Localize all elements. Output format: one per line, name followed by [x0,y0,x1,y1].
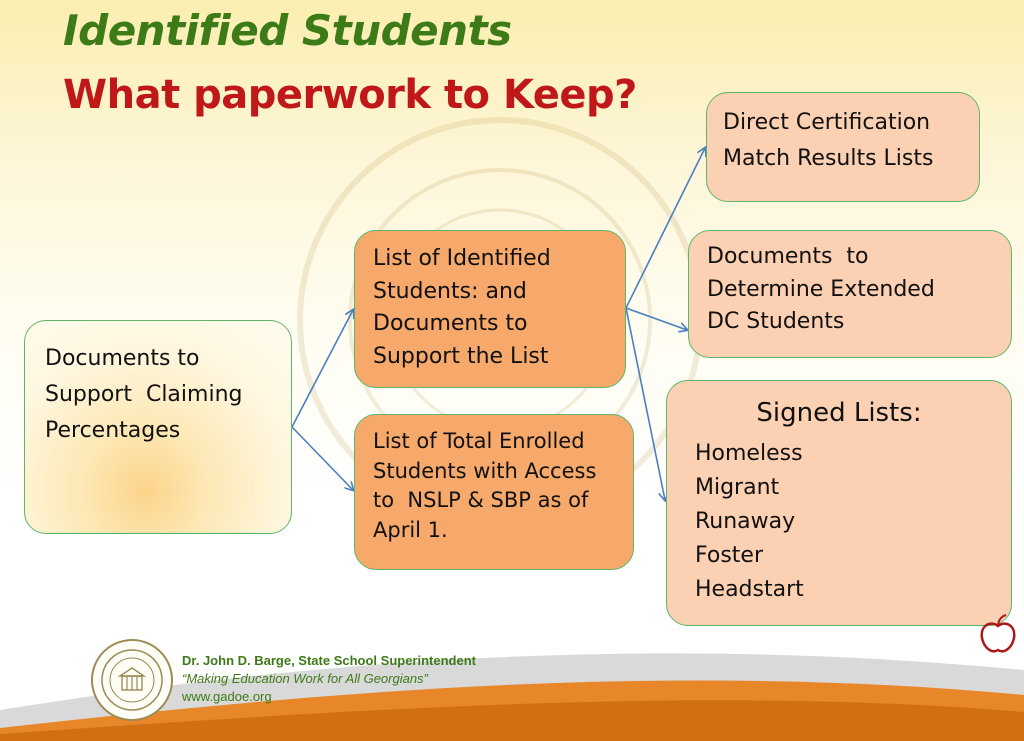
box-text-line: Match Results Lists [723,146,934,171]
box-text-line: Percentages [45,418,181,443]
apple-icon [976,612,1020,656]
box-claiming-percentages [24,320,292,534]
box-text-line: Students with Access [373,458,597,483]
slide-title: Identified Students [63,6,512,55]
footer-motto: “Making Education Work for All Georgians” [182,671,428,686]
footer-text [182,652,476,706]
box-text-line: DC Students [707,309,845,334]
box-text-line: List of Identified [373,246,551,271]
signed-list-item: Foster [695,543,763,568]
box-text-line: Documents to [373,311,528,336]
box-text-line: Documents to [45,346,200,371]
signed-lists-heading: Signed Lists: [756,398,922,428]
box-text-line: Support the List [373,343,549,369]
box-text-line: to NSLP & SBP as of [373,488,589,512]
signed-list-item: Runaway [695,509,796,534]
box-direct-certification [706,92,980,202]
box-signed-lists [666,380,1012,626]
slide-subtitle: What paperwork to Keep? [63,72,637,118]
department-of-education-seal-icon [90,638,174,722]
box-text-line: Students: and [373,278,527,304]
footer-superintendent: Dr. John D. Barge, State School Superintendent [182,653,476,668]
signed-list-item: Homeless [695,441,803,466]
box-text-line: Determine Extended [707,276,935,302]
box-identified-students [354,230,626,388]
box-text-line: Support Claiming [45,382,243,407]
box-text-line: April 1. [373,517,448,542]
signed-list-item: Headstart [695,577,804,602]
box-text-line: List of Total Enrolled [373,429,585,453]
box-total-enrolled [354,414,634,570]
box-text-line: Documents to [707,244,869,269]
box-extended-dc [688,230,1012,358]
footer-url[interactable]: www.gadoe.org [182,689,272,704]
signed-list-item: Migrant [695,475,780,500]
box-text-line: Direct Certification [723,110,931,135]
